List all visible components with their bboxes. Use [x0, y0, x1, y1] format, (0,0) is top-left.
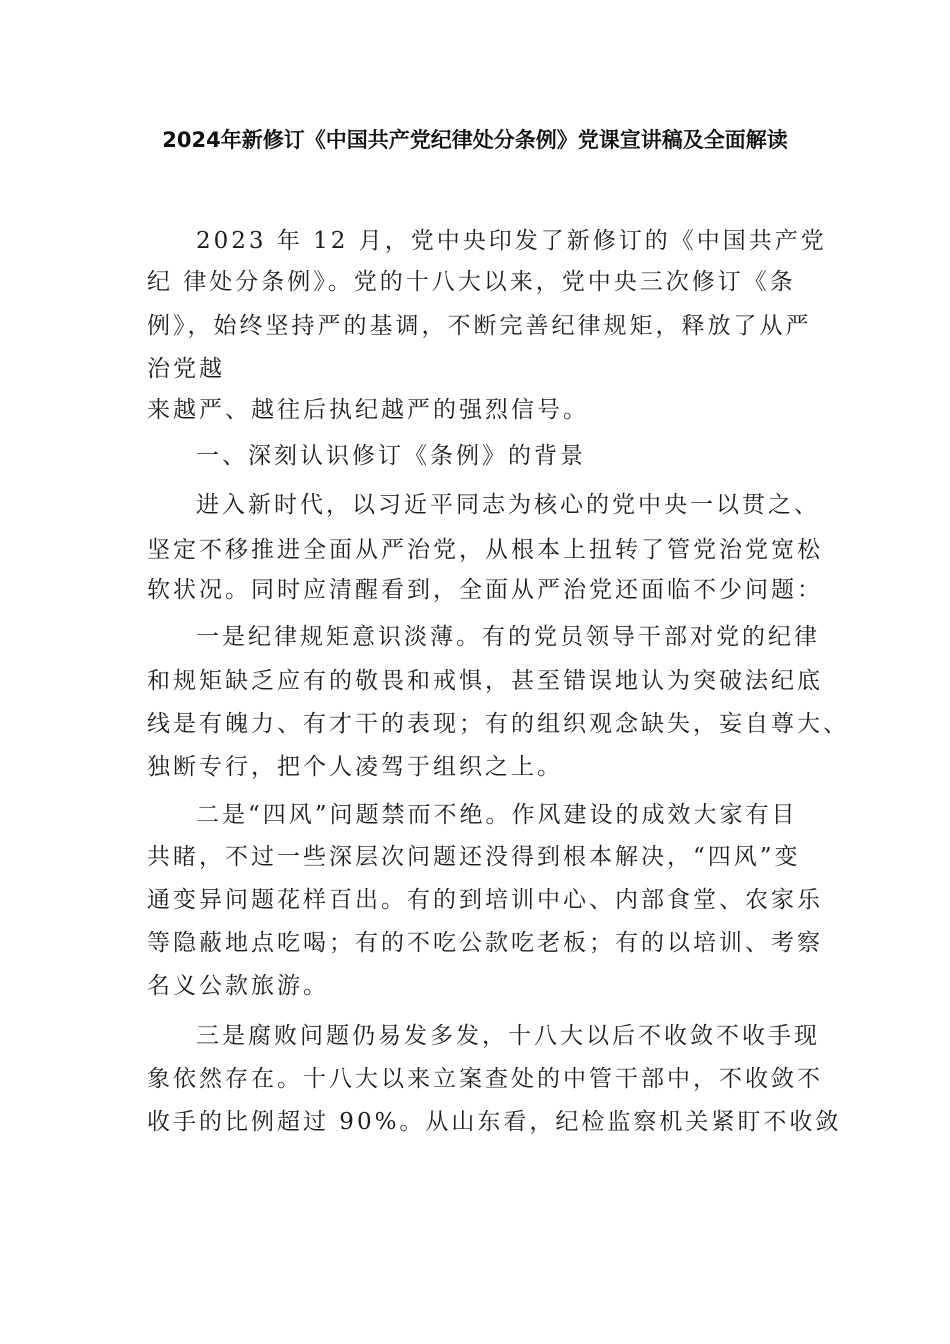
paragraph-line: 独断专行，把个人凌驾于组织之上。 [147, 754, 563, 780]
paragraph-line: 收手的比例超过 90%。从山东看，纪检监察机关紧盯不收敛 [147, 1109, 842, 1135]
paragraph-line: 线是有魄力、有才干的表现；有的组织观念缺失，妄自尊大、 [147, 711, 849, 737]
paragraph-line: 例》，始终坚持严的基调，不断完善纪律规矩，释放了从严 [147, 313, 812, 339]
paragraph-line: 共睹，不过一些深层次问题还没得到根本解决，“四风”变 [147, 844, 801, 870]
document-title: 2024年新修订《中国共产党纪律处分条例》党课宣讲稿及全面解读 [162, 128, 788, 152]
paragraph-line: 通变异问题花样百出。有的到培训中心、内部食堂、农家乐 [147, 887, 823, 913]
paragraph-line: 治党越 [147, 356, 225, 382]
paragraph-line: 进入新时代，以习近平同志为核心的党中央一以贯之、 [196, 492, 820, 518]
paragraph-line: 象依然存在。十八大以来立案查处的中管干部中，不收敛不 [147, 1066, 823, 1092]
paragraph-line: 等隐蔽地点吃喝；有的不吃公款吃老板；有的以培训、考察 [147, 930, 823, 956]
paragraph-line: 来越严、越往后执纪越严的强烈信号。 [147, 397, 589, 423]
paragraph-line: 坚定不移推进全面从严治党，从根本上扭转了管党治党宽松 [147, 537, 823, 563]
paragraph-line: 纪 律处分条例》。党的十八大以来，党中央三次修订《条 [147, 269, 796, 295]
paragraph-line: 软状况。同时应清醒看到，全面从严治党还面临不少问题： [147, 577, 823, 603]
paragraph-line: 三是腐败问题仍易发多发，十八大以后不收敛不收手现 [196, 1023, 820, 1049]
paragraph-line: 2023 年 12 月，党中央印发了新修订的《中国共产党 [196, 228, 827, 254]
section-heading: 一、深刻认识修订《条例》的背景 [196, 443, 586, 469]
paragraph-line: 二是“四风”问题禁而不绝。作风建设的成效大家有目 [196, 802, 798, 828]
paragraph-line: 名义公款旅游。 [147, 973, 329, 999]
paragraph-line: 一是纪律规矩意识淡薄。有的党员领导干部对党的纪律 [196, 624, 820, 650]
paragraph-line: 和规矩缺乏应有的敬畏和戒惧，甚至错误地认为突破法纪底 [147, 668, 823, 694]
